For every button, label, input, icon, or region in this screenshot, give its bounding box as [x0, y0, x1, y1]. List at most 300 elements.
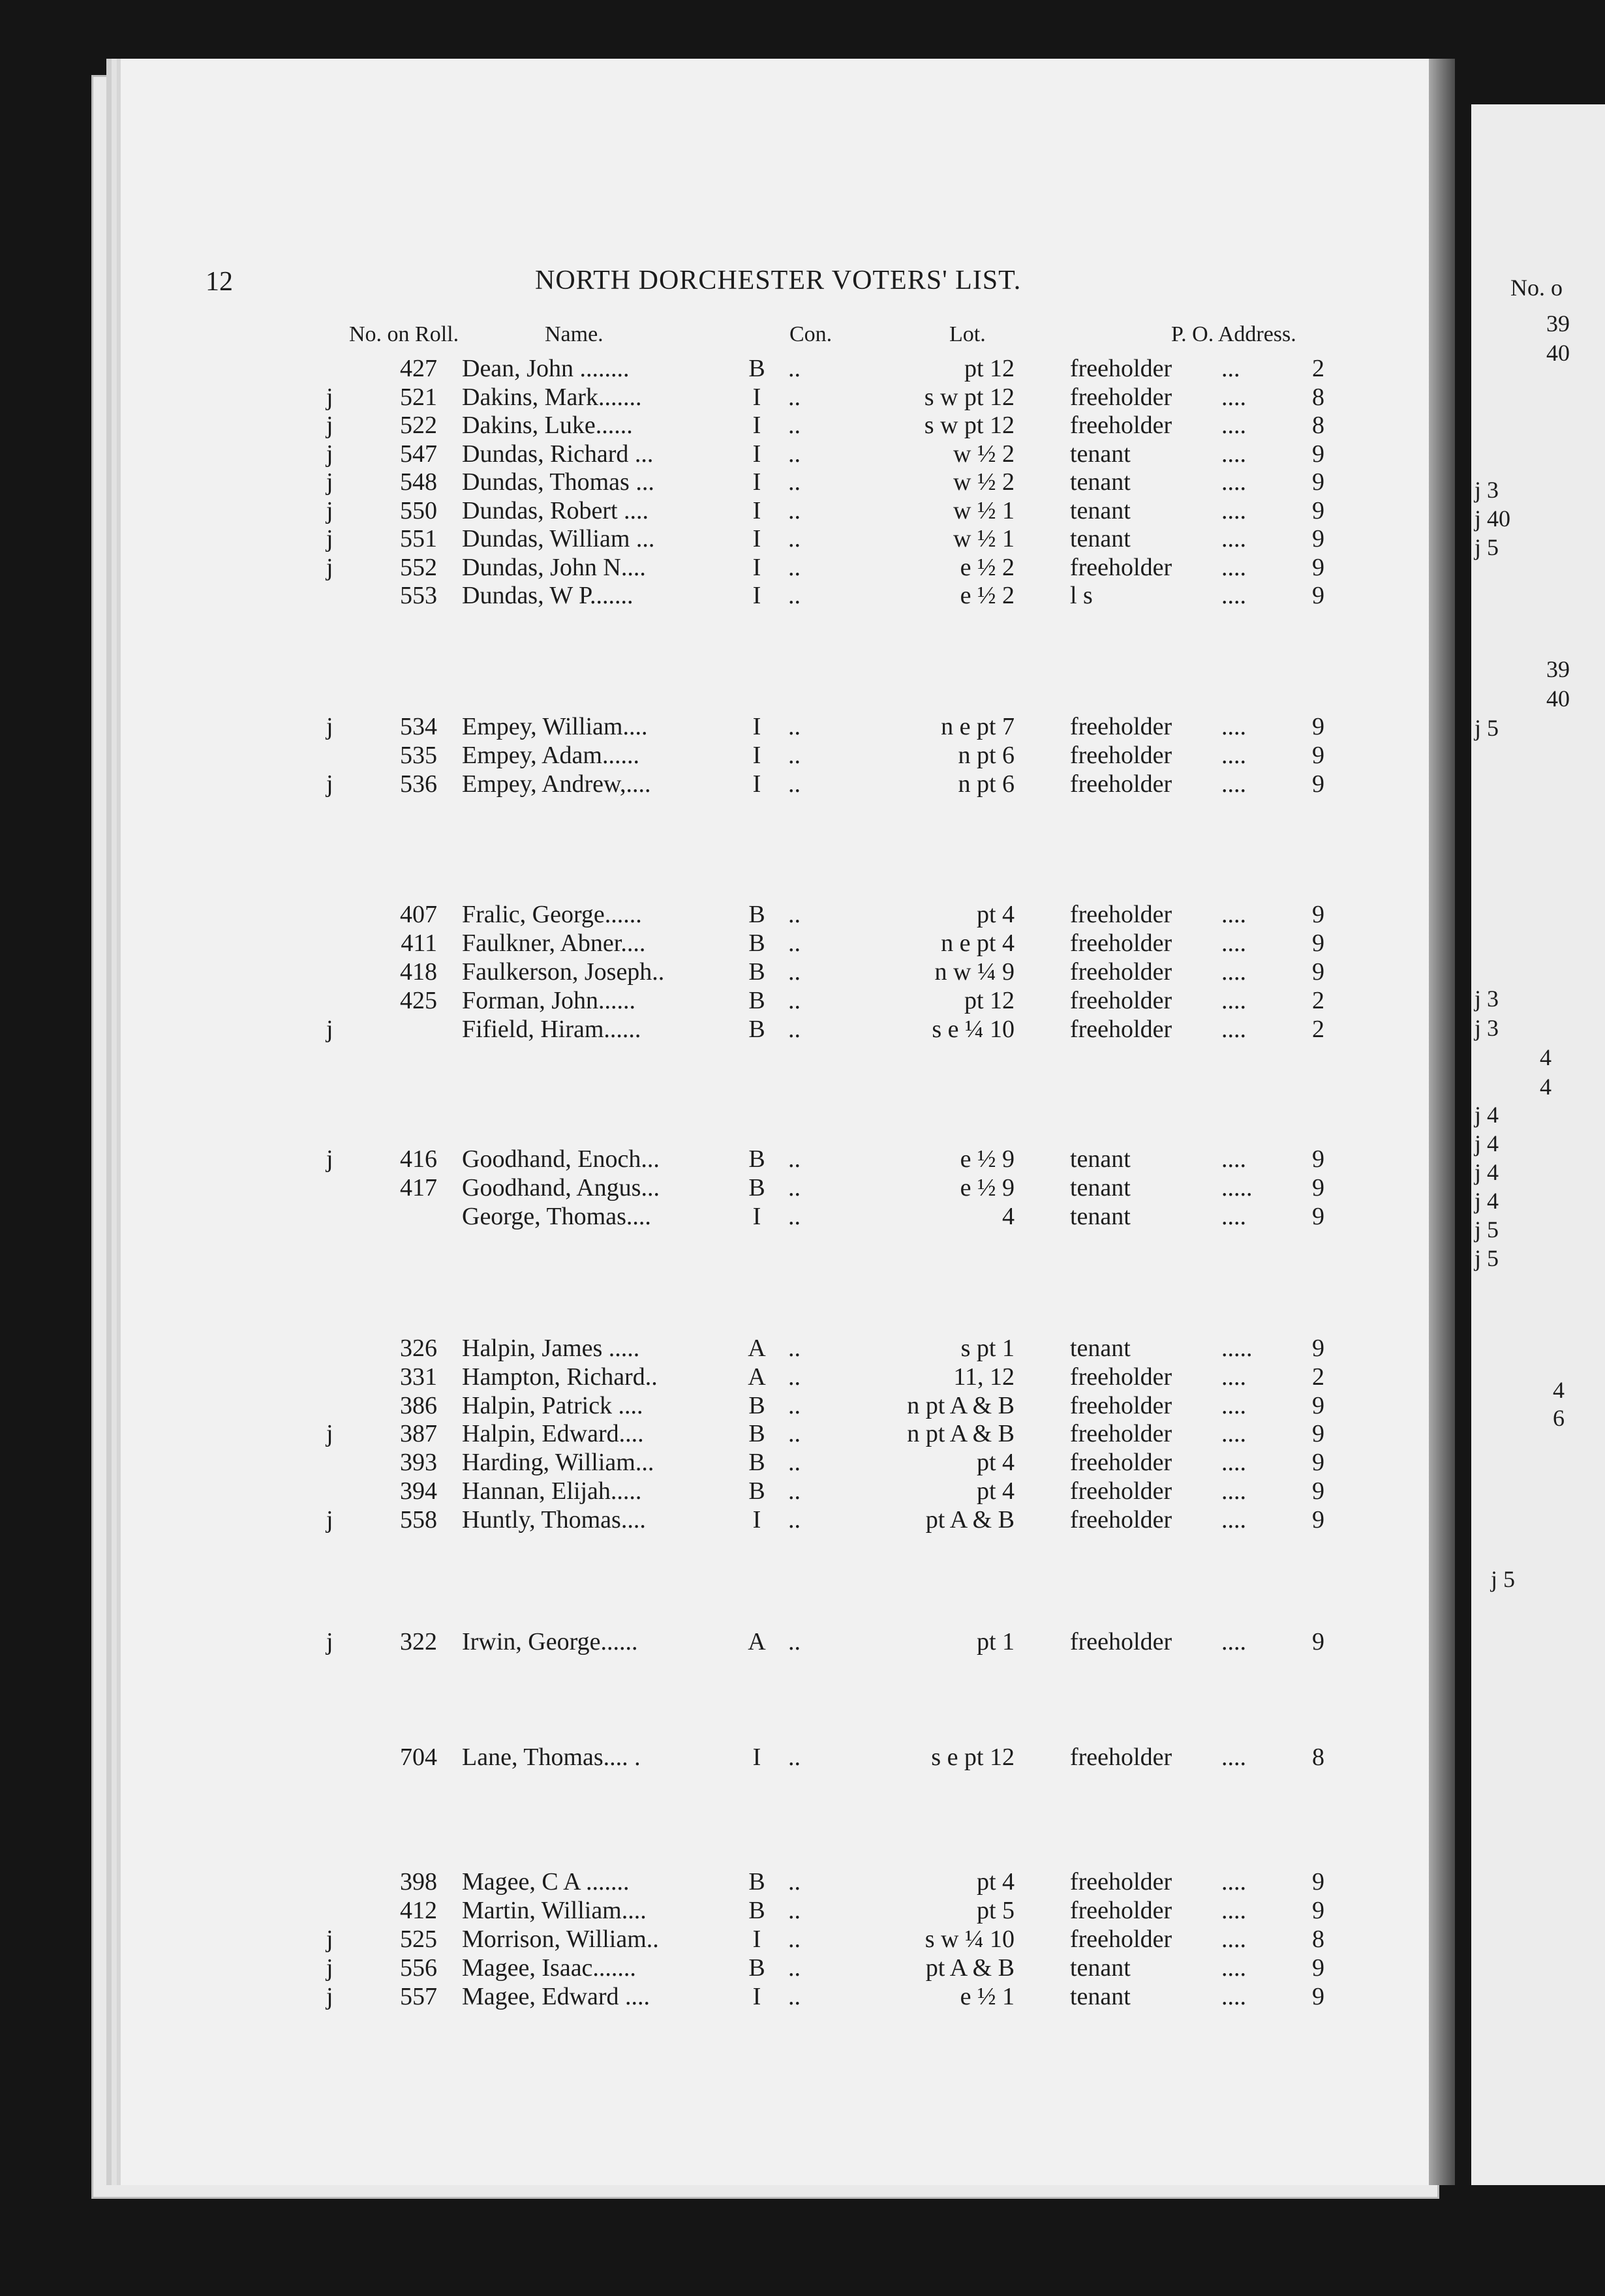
voter-name: Dundas, William ...	[462, 525, 655, 552]
concession: I	[752, 468, 761, 496]
voter-name: Halpin, James .....	[462, 1335, 640, 1362]
roll-number: 393	[400, 1449, 437, 1476]
po-address: 8	[1312, 384, 1324, 411]
facing-page-fragment: j 4	[1475, 1102, 1499, 1128]
leader-dots: ...	[1221, 355, 1240, 382]
concession: B	[748, 1954, 765, 1982]
leader-dots: ....	[1221, 582, 1246, 609]
po-address: 2	[1312, 1016, 1324, 1043]
leader-dots: ..	[788, 987, 801, 1014]
table-row	[0, 741, 1435, 770]
facing-page-fragment: 6	[1553, 1405, 1565, 1431]
leader-dots: ..	[788, 770, 801, 798]
leader-dots: ..	[788, 1506, 801, 1533]
lot: e ½ 2	[960, 582, 1015, 609]
po-address: 9	[1312, 1868, 1324, 1896]
facing-page-fragment: 40	[1546, 340, 1570, 366]
leader-dots: ....	[1221, 770, 1246, 798]
roll-number: 536	[400, 770, 437, 798]
row-marker: j	[326, 412, 333, 439]
po-address: 9	[1312, 554, 1324, 581]
roll-number: 386	[400, 1392, 437, 1419]
column-header-no-on-roll: No. on Roll.	[349, 322, 459, 346]
lot: e ½ 9	[960, 1174, 1015, 1201]
concession: I	[752, 742, 761, 769]
lot: w ½ 2	[953, 440, 1015, 468]
po-address: 9	[1312, 440, 1324, 468]
occupancy: freeholder	[1070, 412, 1172, 439]
facing-page-fragment: j 3	[1475, 1015, 1499, 1041]
lot: 11, 12	[953, 1363, 1015, 1391]
roll-number: 412	[400, 1897, 437, 1924]
leader-dots: ..	[788, 384, 801, 411]
concession: B	[748, 1449, 765, 1476]
concession: I	[752, 1926, 761, 1953]
lot: pt 4	[976, 1477, 1015, 1505]
occupancy: freeholder	[1070, 713, 1172, 740]
leader-dots: ....	[1221, 1897, 1246, 1924]
occupancy: freeholder	[1070, 355, 1172, 382]
occupancy: tenant	[1070, 440, 1131, 468]
roll-number: 535	[400, 742, 437, 769]
column-header-lot: Lot.	[949, 322, 986, 346]
po-address: 9	[1312, 468, 1324, 496]
voter-name: Huntly, Thomas....	[462, 1506, 646, 1533]
leader-dots: ..	[788, 525, 801, 552]
row-marker: j	[326, 713, 333, 740]
roll-number: 557	[400, 1983, 437, 2010]
leader-dots: ..	[788, 742, 801, 769]
leader-dots: ..	[788, 440, 801, 468]
leader-dots: ..	[788, 1335, 801, 1362]
voter-name: Dundas, Richard ...	[462, 440, 654, 468]
lot: n pt A & B	[907, 1420, 1015, 1447]
table-row	[0, 1743, 1435, 1772]
concession: I	[752, 1744, 761, 1771]
po-address: 9	[1312, 958, 1324, 986]
table-row	[0, 712, 1435, 741]
facing-page-fragment: j 5	[1475, 715, 1499, 741]
leader-dots: ..	[788, 1897, 801, 1924]
row-marker: j	[326, 1016, 333, 1043]
table-row	[0, 929, 1435, 958]
po-address: 9	[1312, 1174, 1324, 1201]
column-header-con: Con.	[789, 322, 833, 346]
leader-dots: ..	[788, 1174, 801, 1201]
roll-number: 521	[400, 384, 437, 411]
concession: I	[752, 770, 761, 798]
occupancy: freeholder	[1070, 1016, 1172, 1043]
leader-dots: ....	[1221, 1744, 1246, 1771]
leader-dots: ..	[788, 1628, 801, 1655]
occupancy: freeholder	[1070, 958, 1172, 986]
po-address: 8	[1312, 1926, 1324, 1953]
table-row	[0, 900, 1435, 929]
po-address: 9	[1312, 1145, 1324, 1173]
po-address: 9	[1312, 713, 1324, 740]
voter-name: Halpin, Edward....	[462, 1420, 644, 1447]
voter-name: Faulkerson, Joseph..	[462, 958, 665, 986]
po-address: 9	[1312, 1203, 1324, 1230]
table-row	[0, 986, 1435, 1015]
concession: B	[748, 1145, 765, 1173]
roll-number: 551	[400, 525, 437, 552]
leader-dots: ....	[1221, 958, 1246, 986]
occupancy: freeholder	[1070, 1477, 1172, 1505]
po-address: 9	[1312, 1983, 1324, 2010]
facing-page-fragment: 40	[1546, 686, 1570, 712]
page-title: NORTH DORCHESTER VOTERS' LIST.	[535, 265, 1022, 295]
lot: w ½ 1	[953, 497, 1015, 524]
row-marker: j	[326, 440, 333, 468]
concession: B	[748, 1016, 765, 1043]
lot: e ½ 9	[960, 1145, 1015, 1173]
row-marker: j	[326, 554, 333, 581]
table-row	[0, 468, 1435, 496]
lot: w ½ 1	[953, 525, 1015, 552]
facing-page-fragment: No. o	[1510, 275, 1563, 301]
roll-number: 394	[400, 1477, 437, 1505]
voter-name: Faulkner, Abner....	[462, 929, 646, 957]
table-row	[0, 1896, 1435, 1925]
column-header-po-address: P. O. Address.	[1171, 322, 1296, 346]
leader-dots: ....	[1221, 525, 1246, 552]
roll-number: 331	[400, 1363, 437, 1391]
occupancy: freeholder	[1070, 1926, 1172, 1953]
po-address: 8	[1312, 412, 1324, 439]
facing-page-fragment: 39	[1546, 656, 1570, 682]
leader-dots: ....	[1221, 1016, 1246, 1043]
leader-dots: ..	[788, 1868, 801, 1896]
roll-number: 407	[400, 901, 437, 928]
lot: n pt A & B	[907, 1392, 1015, 1419]
voter-name: Halpin, Patrick ....	[462, 1392, 643, 1419]
concession: I	[752, 412, 761, 439]
table-row	[0, 1477, 1435, 1505]
concession: B	[748, 1897, 765, 1924]
leader-dots: ....	[1221, 1628, 1246, 1655]
voter-name: Empey, Adam......	[462, 742, 639, 769]
po-address: 9	[1312, 1392, 1324, 1419]
facing-page-fragment: 39	[1546, 310, 1570, 337]
leader-dots: ..	[788, 1016, 801, 1043]
leader-dots: ..	[788, 1983, 801, 2010]
po-address: 8	[1312, 1744, 1324, 1771]
concession: I	[752, 713, 761, 740]
voter-name: Magee, Edward ....	[462, 1983, 650, 2010]
occupancy: freeholder	[1070, 554, 1172, 581]
concession: B	[748, 958, 765, 986]
table-row	[0, 383, 1435, 412]
leader-dots: ..	[788, 497, 801, 524]
po-address: 9	[1312, 1628, 1324, 1655]
occupancy: freeholder	[1070, 1897, 1172, 1924]
po-address: 2	[1312, 987, 1324, 1014]
po-address: 9	[1312, 525, 1324, 552]
concession: B	[748, 1174, 765, 1201]
concession: B	[748, 355, 765, 382]
po-address: 9	[1312, 1897, 1324, 1924]
voter-name: Dundas, Thomas ...	[462, 468, 654, 496]
voter-name: Dean, John ........	[462, 355, 630, 382]
leader-dots: ..	[788, 582, 801, 609]
facing-page-edge	[1471, 104, 1605, 2185]
voter-name: Magee, C A .......	[462, 1868, 630, 1896]
facing-page-fragment: j 5	[1475, 1216, 1499, 1243]
po-address: 9	[1312, 582, 1324, 609]
voter-name: Hannan, Elijah.....	[462, 1477, 642, 1505]
lot: n e pt 7	[941, 713, 1015, 740]
voter-name: Martin, William....	[462, 1897, 647, 1924]
occupancy: tenant	[1070, 1983, 1131, 2010]
leader-dots: .....	[1221, 1335, 1253, 1362]
concession: B	[748, 1392, 765, 1419]
voter-name: George, Thomas....	[462, 1203, 651, 1230]
leader-dots: ....	[1221, 713, 1246, 740]
leader-dots: ....	[1221, 1145, 1246, 1173]
table-row	[0, 354, 1435, 383]
lot: s e pt 12	[931, 1744, 1015, 1771]
voter-name: Forman, John......	[462, 987, 635, 1014]
po-address: 2	[1312, 355, 1324, 382]
occupancy: tenant	[1070, 525, 1131, 552]
leader-dots: ..	[788, 1392, 801, 1419]
roll-number: 427	[400, 355, 437, 382]
lot: pt 4	[976, 1868, 1015, 1896]
concession: B	[748, 1477, 765, 1505]
lot: s w pt 12	[924, 384, 1015, 411]
table-row	[0, 1627, 1435, 1656]
lot: w ½ 2	[953, 468, 1015, 496]
occupancy: freeholder	[1070, 929, 1172, 957]
leader-dots: ....	[1221, 901, 1246, 928]
concession: A	[748, 1363, 766, 1391]
voter-name: Dundas, John N....	[462, 554, 646, 581]
concession: I	[752, 582, 761, 609]
voter-name: Fifield, Hiram......	[462, 1016, 641, 1043]
lot: pt 12	[964, 987, 1015, 1014]
po-address: 9	[1312, 1506, 1324, 1533]
occupancy: tenant	[1070, 1203, 1131, 1230]
voter-name: Empey, William....	[462, 713, 648, 740]
concession: I	[752, 1506, 761, 1533]
roll-number: 553	[400, 582, 437, 609]
occupancy: tenant	[1070, 1145, 1131, 1173]
voter-name: Fralic, George......	[462, 901, 642, 928]
roll-number: 326	[400, 1335, 437, 1362]
voter-name: Harding, William...	[462, 1449, 654, 1476]
page-number: 12	[206, 267, 233, 297]
leader-dots: ..	[788, 1449, 801, 1476]
row-marker: j	[326, 1145, 333, 1173]
row-marker: j	[326, 525, 333, 552]
concession: I	[752, 525, 761, 552]
roll-number: 525	[400, 1926, 437, 1953]
occupancy: freeholder	[1070, 1868, 1172, 1896]
leader-dots: ....	[1221, 1449, 1246, 1476]
roll-number: 547	[400, 440, 437, 468]
table-row	[0, 581, 1435, 610]
table-row	[0, 440, 1435, 468]
occupancy: tenant	[1070, 497, 1131, 524]
leader-dots: ..	[788, 412, 801, 439]
occupancy: freeholder	[1070, 742, 1172, 769]
table-row	[0, 958, 1435, 986]
leader-dots: ....	[1221, 987, 1246, 1014]
roll-number: 398	[400, 1868, 437, 1896]
leader-dots: ..	[788, 958, 801, 986]
po-address: 9	[1312, 497, 1324, 524]
facing-page-fragment: 4	[1540, 1044, 1552, 1070]
lot: e ½ 2	[960, 554, 1015, 581]
occupancy: freeholder	[1070, 1506, 1172, 1533]
table-row	[0, 1145, 1435, 1173]
concession: I	[752, 1983, 761, 2010]
table-row	[0, 1505, 1435, 1534]
occupancy: freeholder	[1070, 1420, 1172, 1447]
row-marker: j	[326, 1926, 333, 1953]
leader-dots: ..	[788, 929, 801, 957]
roll-number: 548	[400, 468, 437, 496]
voter-name: Goodhand, Enoch...	[462, 1145, 660, 1173]
lot: pt A & B	[925, 1954, 1015, 1982]
lot: pt 12	[964, 355, 1015, 382]
row-marker: j	[326, 1954, 333, 1982]
po-address: 9	[1312, 1449, 1324, 1476]
facing-page-fragment: j 3	[1475, 477, 1499, 503]
roll-number: 704	[400, 1744, 437, 1771]
occupancy: l s	[1070, 582, 1093, 609]
voter-name: Dundas, W P.......	[462, 582, 634, 609]
voter-name: Magee, Isaac.......	[462, 1954, 636, 1982]
lot: pt 4	[976, 1449, 1015, 1476]
voter-name: Dakins, Mark.......	[462, 384, 642, 411]
voter-name: Morrison, William..	[462, 1926, 659, 1953]
table-row	[0, 1867, 1435, 1896]
lot: n pt 6	[958, 770, 1015, 798]
leader-dots: ..	[788, 355, 801, 382]
concession: I	[752, 384, 761, 411]
table-row	[0, 1448, 1435, 1477]
occupancy: tenant	[1070, 1335, 1131, 1362]
leader-dots: ....	[1221, 1363, 1246, 1391]
table-row	[0, 1925, 1435, 1954]
occupancy: freeholder	[1070, 1744, 1172, 1771]
roll-number: 416	[400, 1145, 437, 1173]
concession: B	[748, 987, 765, 1014]
occupancy: tenant	[1070, 1174, 1131, 1201]
facing-page-fragment: j 4	[1475, 1188, 1499, 1214]
roll-number: 322	[400, 1628, 437, 1655]
facing-page-fragment: j 3	[1475, 986, 1499, 1012]
roll-number: 550	[400, 497, 437, 524]
leader-dots: ..	[788, 1363, 801, 1391]
lot: n pt 6	[958, 742, 1015, 769]
table-row	[0, 1982, 1435, 2011]
leader-dots: ....	[1221, 1926, 1246, 1953]
po-address: 9	[1312, 1335, 1324, 1362]
leader-dots: ..	[788, 554, 801, 581]
table-row	[0, 1954, 1435, 1982]
leader-dots: ....	[1221, 412, 1246, 439]
roll-number: 387	[400, 1420, 437, 1447]
roll-number: 552	[400, 554, 437, 581]
table-row	[0, 496, 1435, 525]
concession: B	[748, 901, 765, 928]
lot: pt 5	[976, 1897, 1015, 1924]
facing-page-fragment: j 5	[1475, 534, 1499, 560]
voter-name: Hampton, Richard..	[462, 1363, 658, 1391]
po-address: 9	[1312, 929, 1324, 957]
table-row	[0, 770, 1435, 798]
roll-number: 425	[400, 987, 437, 1014]
lot: pt 1	[976, 1628, 1015, 1655]
leader-dots: ....	[1221, 440, 1246, 468]
occupancy: freeholder	[1070, 1363, 1172, 1391]
po-address: 9	[1312, 901, 1324, 928]
occupancy: freeholder	[1070, 1449, 1172, 1476]
concession: B	[748, 1420, 765, 1447]
leader-dots: ....	[1221, 1392, 1246, 1419]
lot: s w ¼ 10	[925, 1926, 1015, 1953]
leader-dots: ....	[1221, 1954, 1246, 1982]
leader-dots: .....	[1221, 1174, 1253, 1201]
leader-dots: ....	[1221, 1420, 1246, 1447]
leader-dots: ....	[1221, 384, 1246, 411]
table-row	[0, 1173, 1435, 1202]
table-row	[0, 1202, 1435, 1231]
concession: I	[752, 497, 761, 524]
leader-dots: ....	[1221, 1868, 1246, 1896]
table-row	[0, 1334, 1435, 1363]
roll-number: 411	[401, 929, 437, 957]
leader-dots: ..	[788, 468, 801, 496]
leader-dots: ....	[1221, 929, 1246, 957]
roll-number: 558	[400, 1506, 437, 1533]
leader-dots: ..	[788, 1145, 801, 1173]
facing-page-fragment: 4	[1553, 1377, 1565, 1403]
po-address: 9	[1312, 770, 1324, 798]
facing-page-fragment: 4	[1540, 1074, 1552, 1100]
concession: A	[748, 1335, 766, 1362]
voter-name: Dakins, Luke......	[462, 412, 633, 439]
row-marker: j	[326, 1420, 333, 1447]
roll-number: 522	[400, 412, 437, 439]
occupancy: freeholder	[1070, 901, 1172, 928]
leader-dots: ..	[788, 1954, 801, 1982]
concession: I	[752, 554, 761, 581]
table-row	[0, 1391, 1435, 1420]
po-address: 9	[1312, 1954, 1324, 1982]
facing-page-fragment: j 4	[1475, 1130, 1499, 1156]
table-row	[0, 411, 1435, 440]
table-row	[0, 1015, 1435, 1044]
leader-dots: ....	[1221, 468, 1246, 496]
leader-dots: ..	[788, 1926, 801, 1953]
lot: s w pt 12	[924, 412, 1015, 439]
leader-dots: ..	[788, 713, 801, 740]
lot: s e ¼ 10	[932, 1016, 1015, 1043]
po-address: 9	[1312, 1420, 1324, 1447]
leader-dots: ..	[788, 1477, 801, 1505]
occupancy: tenant	[1070, 468, 1131, 496]
po-address: 9	[1312, 1477, 1324, 1505]
occupancy: freeholder	[1070, 1628, 1172, 1655]
occupancy: freeholder	[1070, 770, 1172, 798]
voter-name: Lane, Thomas.... .	[462, 1744, 641, 1771]
leader-dots: ....	[1221, 1983, 1246, 2010]
occupancy: freeholder	[1070, 987, 1172, 1014]
